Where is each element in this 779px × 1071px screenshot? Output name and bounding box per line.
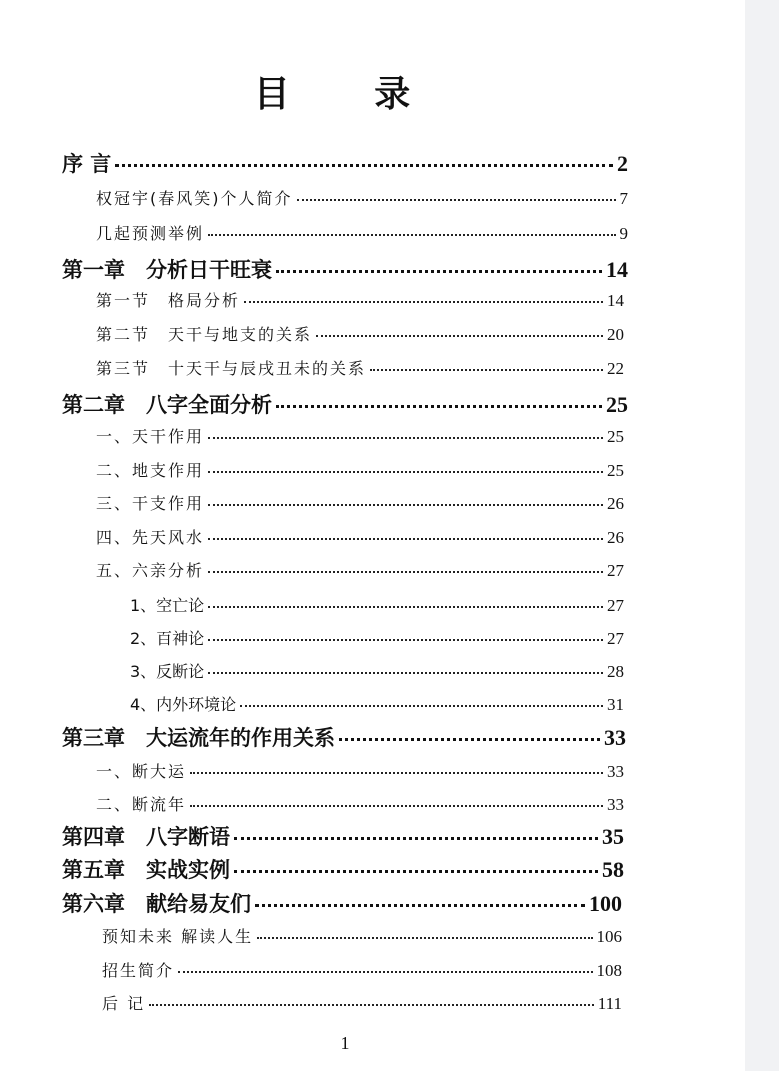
toc-entry-page: 33 [607, 795, 624, 814]
toc-entry-label: 1、空亡论 [130, 596, 205, 615]
toc-entry[interactable] [96, 525, 624, 548]
toc-entry[interactable] [62, 888, 622, 918]
toc-entry-label: 招生简介 [102, 961, 175, 980]
toc-entry[interactable] [96, 186, 628, 209]
dot-leader [190, 794, 603, 810]
toc-entry-label: 第一章 分析日干旺衰 [62, 258, 272, 282]
toc-entry[interactable] [96, 288, 624, 311]
toc-entry-page: 111 [597, 994, 622, 1013]
toc-entry-label: 序 言 [62, 152, 112, 176]
toc-entry-page: 9 [619, 224, 628, 243]
toc-entry-label: 3、反断论 [130, 662, 205, 681]
dot-leader [115, 150, 613, 171]
dot-leader [234, 856, 598, 877]
dot-leader [190, 761, 603, 777]
toc-entry-page: 20 [607, 325, 624, 344]
toc-entry-label: 二、地支作用 [96, 461, 205, 480]
toc-entry-page: 27 [607, 596, 624, 615]
dot-leader [234, 823, 598, 844]
dot-leader [208, 223, 615, 239]
toc-entry-page: 14 [607, 291, 624, 310]
dot-leader [178, 960, 592, 976]
dot-leader [149, 993, 594, 1009]
toc-entry[interactable] [102, 958, 622, 981]
dot-leader [276, 391, 602, 412]
toc-entry[interactable] [62, 821, 624, 851]
toc-entry-label: 后 记 [102, 994, 146, 1013]
toc-entry[interactable] [96, 424, 624, 447]
toc-entry[interactable] [96, 792, 624, 815]
dot-leader [208, 527, 603, 543]
toc-entry[interactable] [130, 593, 624, 616]
toc-entry-page: 58 [602, 857, 624, 882]
toc-entry[interactable] [130, 626, 624, 649]
toc-entry[interactable] [102, 991, 622, 1014]
page-number: 1 [340, 1033, 350, 1053]
toc-entry-label: 五、六亲分析 [96, 561, 205, 580]
dot-leader [208, 493, 603, 509]
toc-entry-page: 33 [604, 725, 626, 750]
toc-entry-label: 第一节 格局分析 [96, 291, 241, 310]
toc-entry-page: 28 [607, 662, 624, 681]
toc-entry[interactable] [62, 722, 626, 752]
toc-entry-label: 三、干支作用 [96, 494, 205, 513]
dot-leader [297, 188, 616, 204]
dot-leader [208, 661, 603, 677]
toc-entry-label: 第四章 八字断语 [62, 825, 230, 849]
toc-entry[interactable] [96, 322, 624, 345]
toc-entry-label: 二、断流年 [96, 795, 187, 814]
page-title: 目 录 [253, 74, 447, 115]
toc-entry-page: 31 [607, 695, 624, 714]
dot-leader [208, 628, 603, 644]
toc-entry[interactable] [62, 389, 628, 419]
toc-entry[interactable] [62, 254, 628, 284]
toc-entry[interactable] [96, 491, 624, 514]
toc-entry-page: 25 [607, 461, 624, 480]
toc-entry-page: 35 [602, 824, 624, 849]
toc-entry-page: 106 [596, 927, 622, 946]
toc-entry[interactable] [130, 692, 624, 715]
toc-entry-page: 25 [606, 392, 628, 417]
dot-leader [208, 595, 603, 611]
dot-leader [208, 560, 603, 576]
toc-entry-label: 第三章 大运流年的作用关系 [62, 726, 335, 750]
dot-leader [316, 324, 603, 340]
toc-entry-page: 108 [596, 961, 622, 980]
toc-entry-page: 22 [607, 359, 624, 378]
toc-entry-page: 2 [617, 151, 628, 176]
dot-leader [276, 256, 602, 277]
toc-entry-label: 第二章 八字全面分析 [62, 393, 272, 417]
toc-entry-page: 26 [607, 528, 624, 547]
toc-entry-label: 第二节 天干与地支的关系 [96, 325, 313, 344]
toc-entry-page: 27 [607, 561, 624, 580]
dot-leader [240, 694, 603, 710]
toc-entry-label: 2、百神论 [130, 629, 205, 648]
toc-entry[interactable] [96, 558, 624, 581]
toc-entry-page: 7 [619, 189, 628, 208]
toc-entry-label: 第三节 十天干与辰戌丑未的关系 [96, 359, 367, 378]
toc-entry-label: 第六章 献给易友们 [62, 892, 251, 916]
toc-entry-page: 27 [607, 629, 624, 648]
dot-leader [208, 426, 603, 442]
toc-entry[interactable] [102, 924, 622, 947]
toc-entry-page: 25 [607, 427, 624, 446]
toc-entry[interactable] [96, 356, 624, 379]
toc-entry-page: 100 [589, 891, 622, 916]
toc-entry-label: 一、断大运 [96, 762, 187, 781]
dot-leader [257, 926, 592, 942]
dot-leader [244, 290, 603, 306]
dot-leader [208, 460, 603, 476]
toc-entry-label: 四、先天风水 [96, 528, 205, 547]
toc-entry[interactable] [62, 148, 628, 178]
toc-entry-page: 14 [606, 257, 628, 282]
dot-leader [255, 890, 585, 911]
toc-entry-label: 权冠宇(春风笑)个人简介 [96, 189, 293, 208]
toc-entry-label: 几起预测举例 [96, 224, 205, 243]
toc-entry[interactable] [96, 759, 624, 782]
toc-entry-label: 一、天干作用 [96, 427, 205, 446]
toc-entry[interactable] [96, 458, 624, 481]
toc-entry[interactable] [96, 221, 628, 244]
dot-leader [370, 358, 603, 374]
toc-entry-label: 4、内外环境论 [130, 695, 237, 714]
toc-entry-label: 第五章 实战实例 [62, 858, 230, 882]
toc-entry-label: 预知未来 解读人生 [102, 927, 254, 946]
dot-leader [339, 724, 600, 745]
toc-entry[interactable] [62, 854, 624, 884]
toc-entry-page: 26 [607, 494, 624, 513]
viewer-side-strip [745, 0, 779, 1071]
toc-entry[interactable] [130, 659, 624, 682]
toc-entry-page: 33 [607, 762, 624, 781]
